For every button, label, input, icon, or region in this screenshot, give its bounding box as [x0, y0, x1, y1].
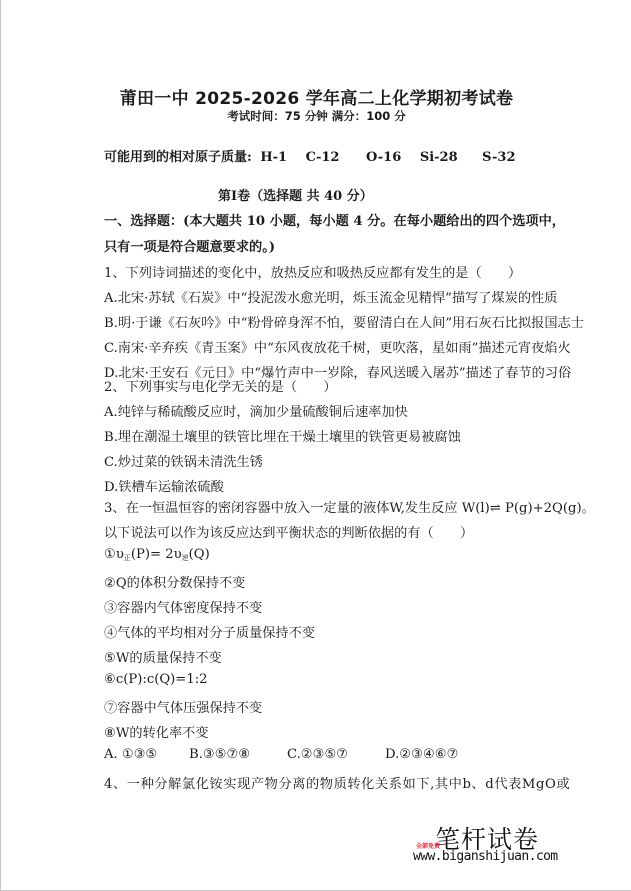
atomic-mass-o: O-16: [365, 150, 402, 165]
atomic-mass-si: Si-28: [419, 150, 458, 165]
watermark-url: www.biganshijuan.com: [413, 849, 558, 864]
section-title: 第Ⅰ卷（选择题 共 40 分）: [218, 189, 373, 204]
atomic-masses-label: 可能用到的相对原子质量:: [104, 150, 252, 165]
q3-options: [104, 747, 458, 762]
section-instruction-2: 只有一项是符合题意要求的。): [104, 240, 276, 255]
q3-statement-7: ⑦容器中气体压强保持不变: [104, 701, 263, 716]
q4-stem: 4、一种分解氯化铵实现产物分离的物质转化关系如下,其中b、d代表MgO或: [104, 777, 571, 792]
q3-statement-8: ⑧W的转化率不变: [104, 726, 209, 741]
q3-stem-2: 以下说法可以作为该反应达到平衡状态的判断依据的有（ ）: [104, 526, 474, 541]
q3-statement-3: ③容器内气体密度保持不变: [104, 601, 263, 616]
q3-s1-mid: (P)= 2υ: [130, 547, 182, 562]
atomic-mass-s: S-32: [482, 150, 516, 165]
q3-statement-2: ②Q的体积分数保持不变: [104, 576, 246, 591]
q3-statement-6: ⑥c(P):c(Q)=1:2: [104, 672, 208, 687]
q3-stem: 3、在一恒温恒容的密闭容器中放入一定量的液体W,发生反应 W(l)⇌ P(g)+2Q(g)。: [104, 501, 595, 516]
q3-option-c: C.②③⑤⑦: [287, 747, 349, 762]
q3-option-a: A. ①③⑤: [104, 747, 158, 762]
q2-option-a: A.纯锌与稀硫酸反应时，滴加少量硫酸铜后速率加快: [104, 405, 408, 420]
q3-s1-suffix: (Q): [188, 547, 210, 562]
q3-statement-5: ⑤W的质量保持不变: [104, 651, 222, 666]
q3-s1-sub-reverse: 逆: [181, 554, 189, 562]
q2-option-c: C.炒过菜的铁锅未清洗生锈: [104, 455, 263, 470]
atomic-masses: [104, 146, 530, 165]
q1-stem: 1、下列诗词描述的变化中，放热反应和吸热反应都有发生的是（ ）: [104, 266, 522, 281]
atomic-mass-c: C-12: [305, 150, 340, 165]
q1-option-c: C.南宋·辛弃疾《青玉案》中“东风夜放花千树，更吹落，星如雨”描述元宵夜焰火: [104, 341, 571, 356]
exam-title: 莆田一中 2025-2026 学年高二上化学期初考试卷: [119, 89, 514, 109]
q2-stem: 2、下列事实与电化学无关的是（ ）: [104, 380, 337, 395]
exam-subtitle: 考试时间：75 分钟 满分：100 分: [227, 109, 406, 123]
q3-option-b: B.③⑤⑦⑧: [189, 747, 251, 762]
section-instruction-1: 一、选择题：(本大题共 10 小题，每小题 4 分。在每小题给出的四个选项中，: [104, 214, 565, 229]
q2-option-b: B.埋在潮湿土壤里的铁管比埋在干燥土壤里的铁管更易被腐蚀: [104, 430, 461, 445]
q1-option-d: D.北宋·王安石《元日》中“爆竹声中一岁除，春风送暖入屠苏”描述了春节的习俗: [104, 366, 572, 381]
watermark-brand: 笔杆试卷: [435, 825, 540, 854]
atomic-mass-h: H-1: [260, 150, 288, 165]
q3-statement-1: [104, 547, 210, 563]
q3-s1-prefix: ①υ: [104, 547, 124, 562]
watermark-tag: 全部免费: [416, 843, 441, 850]
q1-option-a: A.北宋·苏轼《石炭》中“投泥泼水愈光明，烁玉流金见精悍”描写了煤炭的性质: [104, 291, 558, 306]
q3-option-d: D.②③④⑥⑦: [385, 747, 459, 762]
q3-statement-4: ④气体的平均相对分子质量保持不变: [104, 626, 315, 641]
watermark-logo: [411, 820, 611, 870]
q1-option-b: B.明·于谦《石灰吟》中“粉骨碎身浑不怕，要留清白在人间”用石灰石比拟报国志士: [104, 316, 584, 331]
q3-s1-sub-forward: 正: [123, 554, 131, 562]
q2-option-d: D.铁槽车运输浓硫酸: [104, 480, 224, 495]
